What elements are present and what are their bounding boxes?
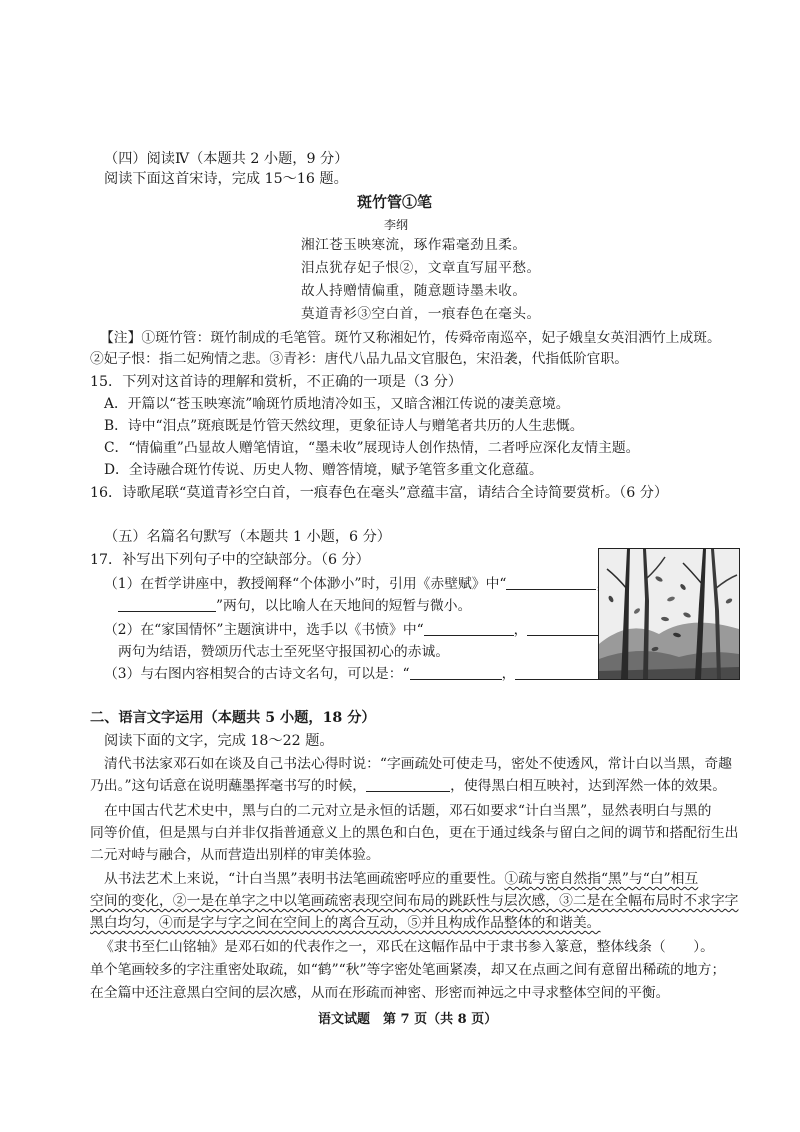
passage-p3-line1	[104, 869, 698, 889]
passage-p2-line1: 在中国古代艺术史中，黑与白的二元对立是永恒的话题，邓石如要求“计白当黑”，显然表明白与黑的	[104, 803, 712, 819]
q15-stem: 15．下列对这首诗的理解和赏析，不正确的一项是（3 分）	[90, 374, 463, 390]
passage-p2-line3: 二元对峙与融合，从而营造出别样的审美体验。	[90, 847, 380, 863]
part2-instruction: 阅读下面的文字，完成 18～22 题。	[104, 733, 334, 749]
autumn-trees-illustration	[598, 548, 740, 680]
q17-item3-line	[104, 664, 615, 684]
poem-title: 斑竹管①笔	[357, 193, 433, 211]
part2-heading: 二、语言文字运用（本题共 5 小题，18 分）	[90, 710, 376, 726]
section4-instruction: 阅读下面这首宋诗，完成 15～16 题。	[104, 171, 348, 187]
q16-stem: 16．诗歌尾联“莫道青衫空白首，一痕春色在毫头”意蕴丰富，请结合全诗简要赏析。（6 分）	[90, 485, 669, 501]
q17-item2-line1	[104, 620, 627, 640]
passage-p3-underlined: ①疏与密自然指“黑”与“白”相互	[504, 871, 699, 887]
autumn-trees-icon	[599, 549, 739, 679]
q15-option-b: B．诗中“泪点”斑痕既是竹管天然纹理，更象征诗人与赠笔者共历的人生悲慨。	[104, 418, 584, 434]
q15-option-c: C．“情偏重”凸显故人赠笔情谊，“墨未收”展现诗人创作热情，二者呼应深化友情主题。	[104, 440, 640, 456]
q15-option-a: A．开篇以“苍玉映寒流”喻斑竹质地清冷如玉，又暗含湘江传说的凄美意境。	[104, 396, 570, 412]
q17-blank-3[interactable]	[424, 621, 514, 636]
q17-item2-sep: ，	[513, 622, 528, 638]
passage-p4-line2: 单个笔画较多的字注重密处取疏，如“鹤”“秋”等字密处笔画紧凑，却又在点画之间有意留出稀疏的地方；	[90, 962, 726, 978]
q17-blank-2[interactable]	[118, 597, 216, 612]
passage-p3-text: 从书法艺术上来说，“计白当黑”表明书法笔画疏密呼应的重要性。	[104, 871, 505, 887]
poem-line-3: 故人持赠情偏重，随意题诗墨未收。	[301, 283, 527, 299]
q17-item1-tail: ”两句，以比喻人在天地间的短暂与微小。	[216, 598, 472, 614]
page-footer: 语文试题 第 7 页（共 8 页）	[318, 1012, 498, 1027]
poem-author: 李纲	[384, 218, 409, 232]
passage-p1-text-a: 乃出。”这句话意在说明蘸墨挥毫书写的时候，	[90, 778, 367, 794]
passage-p1-line1: 清代书法家邓石如在谈及自己书法心得时说：“字画疏处可使走马，密处不使透风，常计白以当黑，奇趣	[104, 756, 732, 772]
section4-heading: （四）阅读Ⅳ（本题共 2 小题，9 分）	[104, 151, 349, 167]
note-line-1: 【注】①斑竹管：斑竹制成的毛笔管。斑竹又称湘妃竹，传舜帝南巡卒，妃子娥皇女英泪洒竹上成斑。	[100, 330, 721, 346]
passage-p2-line2: 同等价值，但是黑与白并非仅指普通意义上的黑色和白色，更在于通过线条与留白之间的调节和搭配衍生出	[90, 825, 739, 841]
poem-line-4: 莫道青衫③空白首，一痕春色在毫头。	[301, 306, 541, 322]
poem-line-1: 湘江苍玉映寒流，琢作霜毫劲且柔。	[301, 237, 527, 253]
q17-item1-text: （1）在哲学讲座中，教授阐释“个体渺小”时，引用《赤壁赋》中“	[104, 576, 507, 592]
q15-option-d: D．全诗融合斑竹传说、历史人物、赠答情境，赋予笔管多重文化意蕴。	[104, 462, 543, 478]
q17-blank-5[interactable]	[410, 665, 502, 680]
q17-blank-1[interactable]	[506, 575, 596, 590]
q17-item1-line2	[118, 596, 471, 616]
poem-line-2: 泪点犹存妃子恨②，文章直写屈平愁。	[301, 260, 541, 276]
passage-p1-line2	[90, 776, 726, 796]
q17-item1-line1	[104, 574, 610, 594]
passage-blank[interactable]	[366, 777, 450, 792]
q17-item2-text: （2）在“家国情怀”主题演讲中，选手以《书愤》中“	[104, 622, 424, 638]
section5-heading: （五）名篇名句默写（本题共 1 小题，6 分）	[104, 529, 391, 545]
q17-blank-6[interactable]	[515, 665, 601, 680]
passage-p4-line1: 《隶书至仁山铭轴》是邓石如的代表作之一，邓氏在这幅作品中于隶书参入篆意，整体线条（ ）。	[100, 939, 714, 955]
note-line-2: ②妃子恨：指二妃殉情之悲。③青衫：唐代八品九品文官服色，宋沿袭，代指低阶官职。	[90, 351, 629, 367]
q17-stem: 17．补写出下列句子中的空缺部分。（6 分）	[90, 552, 370, 568]
passage-p3-line3: 黑白均匀，④而是字与字之间在空间上的离合互动，⑤并且构成作品整体的和谐美。	[90, 915, 601, 931]
passage-p4-line3: 在全篇中还注意黑白空间的层次感，从而在形疏而神密、形密而神远之中寻求整体空间的平衡。	[90, 985, 670, 1001]
q17-item3-sep: ，	[501, 666, 516, 682]
q17-item2-line2: 两句为结语，赞颂历代志士至死坚守报国初心的赤诚。	[118, 644, 450, 660]
passage-p3-line2: 空间的变化，②一是在单字之中以笔画疏密表现空间布局的跳跃性与层次感，③二是在全幅布局时不求字字	[90, 893, 739, 909]
q17-item3-text: （3）与右图内容相契合的古诗文名句，可以是：“	[104, 666, 410, 682]
passage-p1-text-b: ，使得黑白相互映衬，达到浑然一体的效果。	[450, 778, 727, 794]
